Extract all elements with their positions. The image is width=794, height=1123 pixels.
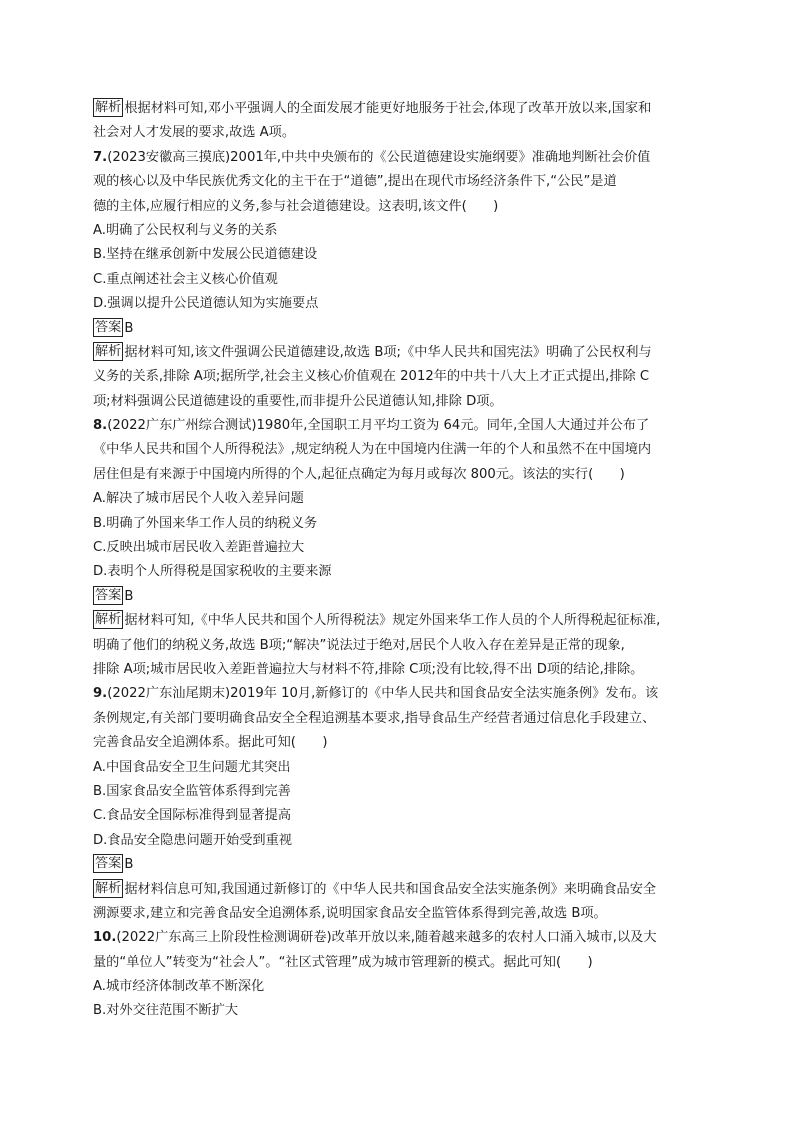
text-line (93, 390, 708, 414)
line-text: 排除 A项;城市居民收入差距普遍拉大与材料不符,排除 C项;没有比较,得不出 D项的结论,排除。 (93, 661, 644, 677)
line-text: 据材料可知,《中华人民共和国个人所得税法》规定外国来华工作人员的个人所得税起征标准, (124, 613, 661, 629)
line-text: 居住但是有来源于中国境内所得的个人,起征点确定为每月或每次 800元。该法的实行( ) (93, 466, 625, 482)
line-text: A.明确了公民权利与义务的关系 (93, 222, 278, 238)
question-number: 9. (93, 686, 108, 702)
analysis-label: 解析 (95, 343, 122, 359)
line-text: B.对外交往范围不断扩大 (93, 1003, 239, 1019)
text-line (93, 902, 708, 926)
document-page (93, 97, 708, 1024)
answer-label: 答案 (95, 587, 122, 603)
text-line (93, 926, 708, 950)
line-text: 明确了他们的纳税义务,故选 B项;“解决”说法过于绝对,居民个人收入存在差异是正常的现象, (93, 637, 625, 653)
line-text: A.解决了城市居民个人收入差异问题 (93, 491, 304, 507)
text-line (93, 292, 708, 316)
text-line (93, 365, 708, 389)
text-line (93, 341, 708, 365)
line-text: B (124, 588, 134, 604)
line-text: A.中国食品安全卫生问题尤其突出 (93, 759, 291, 775)
text-line (93, 536, 708, 560)
text-line (93, 219, 708, 243)
line-text: (2023安徽高三摸底)2001年,中共中央颁布的《公民道德建设实施纲要》准确地判断社会价值 (107, 149, 651, 165)
line-text: (2022广东广州综合测试)1980年,全国职工月平均工资为 64元。同年,全国人大通过并公布了 (107, 418, 650, 434)
text-line (93, 804, 708, 828)
text-line (93, 609, 708, 633)
text-line (93, 585, 708, 609)
question-number: 10. (93, 930, 117, 946)
text-line (93, 975, 708, 999)
text-line (93, 731, 708, 755)
text-line (93, 951, 708, 975)
text-line (93, 121, 708, 145)
line-text: 德的主体,应履行相应的义务,参与社会道德建设。这表明,该文件( ) (93, 198, 499, 214)
text-line (93, 999, 708, 1023)
text-line (93, 560, 708, 584)
line-text: 根据材料可知,邓小平强调人的全面发展才能更好地服务于社会,体现了改革开放以来,国家和 (124, 101, 652, 116)
line-text: A.城市经济体制改革不断深化 (93, 979, 265, 995)
question-number: 8. (93, 418, 108, 434)
line-text: C.食品安全国际标准得到显著提高 (93, 808, 292, 824)
text-line (93, 243, 708, 267)
line-text: D.食品安全隐患问题开始受到重视 (93, 832, 292, 848)
line-text: C.重点阐述社会主义核心价值观 (93, 271, 278, 287)
text-line (93, 195, 708, 219)
answer-label: 答案 (95, 319, 122, 335)
text-line (93, 463, 708, 487)
line-text: C.反映出城市居民收入差距普遍拉大 (93, 540, 305, 556)
line-text: 义务的关系,排除 A项;据所学,社会主义核心价值观在 2012年的中共十八大上才正式提出,排除 C (93, 369, 650, 385)
line-text: D.表明个人所得税是国家税收的主要来源 (93, 564, 332, 580)
text-line (93, 487, 708, 511)
question-number: 7. (93, 149, 108, 165)
text-line (93, 658, 708, 682)
line-text: 据材料信息可知,我国通过新修订的《中华人民共和国食品安全法实施条例》来明确食品安全 (124, 881, 657, 897)
text-line (93, 512, 708, 536)
line-text: B.坚持在继承创新中发展公民道德建设 (93, 247, 318, 263)
line-text: B.明确了外国来华工作人员的纳税义务 (93, 515, 318, 531)
text-line (93, 682, 708, 706)
text-line (93, 829, 708, 853)
line-text: (2022广东高三上阶段性检测调研卷)改革开放以来,随着越来越多的农村人口涌入城市,以及大 (116, 930, 657, 946)
line-text: D.强调以提升公民道德认知为实施要点 (93, 296, 319, 312)
line-text: B.国家食品安全监管体系得到完善 (93, 783, 291, 799)
text-line (93, 438, 708, 462)
text-line (93, 268, 708, 292)
text-line (93, 853, 708, 877)
answer-label: 答案 (95, 856, 122, 872)
text-line (93, 146, 708, 170)
text-line (93, 780, 708, 804)
text-line (93, 317, 708, 341)
line-text: (2022广东汕尾期末)2019年 10月,新修订的《中华人民共和国食品安全法实施条例》发布。该 (107, 686, 659, 702)
line-text: B (124, 857, 134, 873)
line-text: 项;材料强调公民道德建设的重要性,而非提升公民道德认知,排除 D项。 (93, 393, 503, 409)
text-line (93, 170, 708, 194)
analysis-label: 解析 (95, 880, 122, 896)
line-text: 《中华人民共和国个人所得税法》,规定纳税人为在中国境内住满一年的个人和虽然不在中国境内 (93, 442, 652, 458)
text-line (93, 97, 708, 121)
text-line (93, 756, 708, 780)
line-text: 完善食品安全追溯体系。据此可知( ) (93, 735, 328, 751)
line-text: 社会对人才发展的要求,故选 A项。 (93, 125, 296, 141)
line-text: 溯源要求,建立和完善食品安全追溯体系,说明国家食品安全监管体系得到完善,故选 B项。 (93, 905, 607, 921)
text-line (93, 878, 708, 902)
analysis-label: 解析 (95, 612, 122, 628)
line-text: 观的核心以及中华民族优秀文化的主干在于“道德”,提出在现代市场经济条件下,“公民”是道 (93, 174, 617, 190)
line-text: 量的“单位人”转变为“社会人”。“社区式管理”成为城市管理新的模式。据此可知( ) (93, 954, 593, 970)
text-line (93, 707, 708, 731)
text-line (93, 414, 708, 438)
line-text: 条例规定,有关部门要明确食品安全全程追溯基本要求,指导食品生产经营者通过信息化手段建立、 (93, 710, 656, 726)
line-text: 据材料可知,该文件强调公民道德建设,故选 B项;《中华人民共和国宪法》明确了公民权利与 (124, 344, 652, 360)
line-text: B (124, 320, 134, 336)
analysis-label: 解析 (95, 100, 122, 115)
text-line (93, 634, 708, 658)
